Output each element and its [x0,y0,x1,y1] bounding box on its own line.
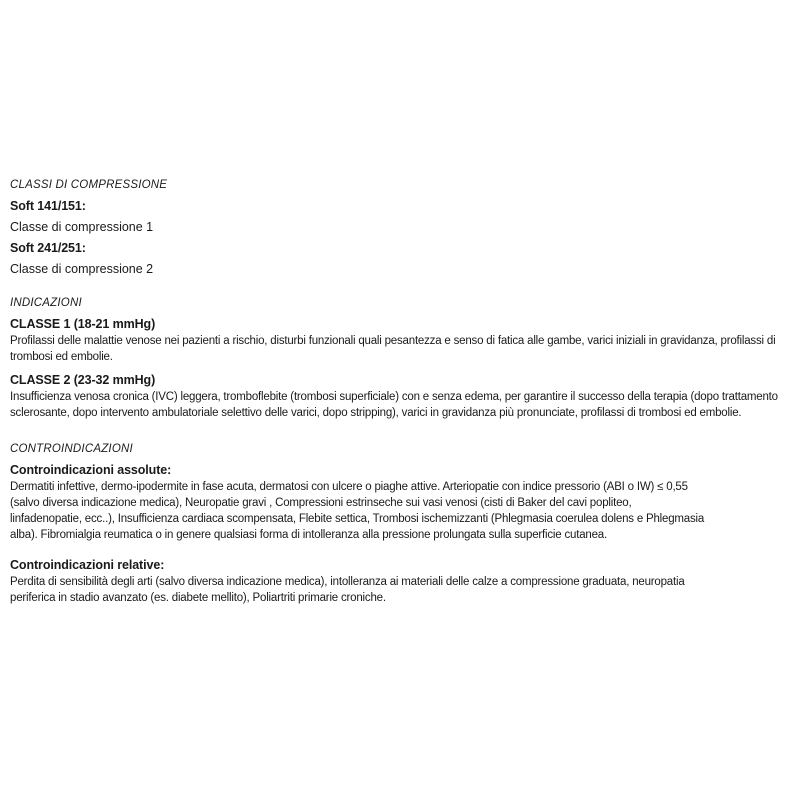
value-classe-di-compressione-2: Classe di compressione 2 [10,262,154,276]
label-controindicazioni-relative: Controindicazioni relative: [10,558,165,572]
label-controindicazioni-assolute: Controindicazioni assolute: [10,463,172,477]
paragraph-controindicazioni-relative: Perdita di sensibilità degli arti (salvo diversa indicazione medica), intolleranza ai materiali delle calze a compressione graduata, neuropatia periferica in stadio avanzato (es. diabete mellito), Poliartriti primarie croniche. [10,576,685,604]
heading-classi-di-compressione: CLASSI DI COMPRESSIONE [10,179,168,191]
label-classe-2: CLASSE 2 (23-32 mmHg) [10,373,156,387]
label-classe-1: CLASSE 1 (18-21 mmHg) [10,317,156,331]
heading-indicazioni: INDICAZIONI [10,297,82,309]
heading-controindicazioni: CONTROINDICAZIONI [10,443,133,455]
label-soft-241-251: Soft 241/251: [10,241,86,255]
paragraph-classe-2: Insufficienza venosa cronica (IVC) leggera, tromboflebite (trombosi superficiale) con e senza edema, per garantire il successo della terapia (dopo trattamento sclerosante, dopo intervento ambulatoriale selettivo delle varici, dopo stripping), varici in gravidanza più pronunciate, profilassi di trombosi ed embolie. [10,391,778,419]
label-soft-141-151: Soft 141/151: [10,199,86,213]
paragraph-classe-1: Profilassi delle malattie venose nei pazienti a rischio, disturbi funzionali quali pesantezza e senso di fatica alle gambe, varici iniziali in gravidanza, profilassi di trombosi ed embolie. [10,335,776,363]
paragraph-controindicazioni-assolute: Dermatiti infettive, dermo-ipodermite in fase acuta, dermatosi con ulcere o piaghe attive. Arteriopatie con indice pressorio (ABI o IW) ≤ 0,55 (salvo diversa indicazione medica), Neuropatie gravi , Compressioni estrinseche sui vasi venosi (cisti di Baker del cavi popliteo, linfadenopatie, ecc..), Insufficienza cardiaca scompensata, Flebite settica, Trombosi ischemizzanti (Phlegmasia coerulea dolens e Phlegmasia alba). Fibromialgia reumatica o in genere qualsiasi forma di intolleranza alla pressione prolungata sulla superficie cutanea. [10,481,705,541]
value-classe-di-compressione-1: Classe di compressione 1 [10,220,154,234]
